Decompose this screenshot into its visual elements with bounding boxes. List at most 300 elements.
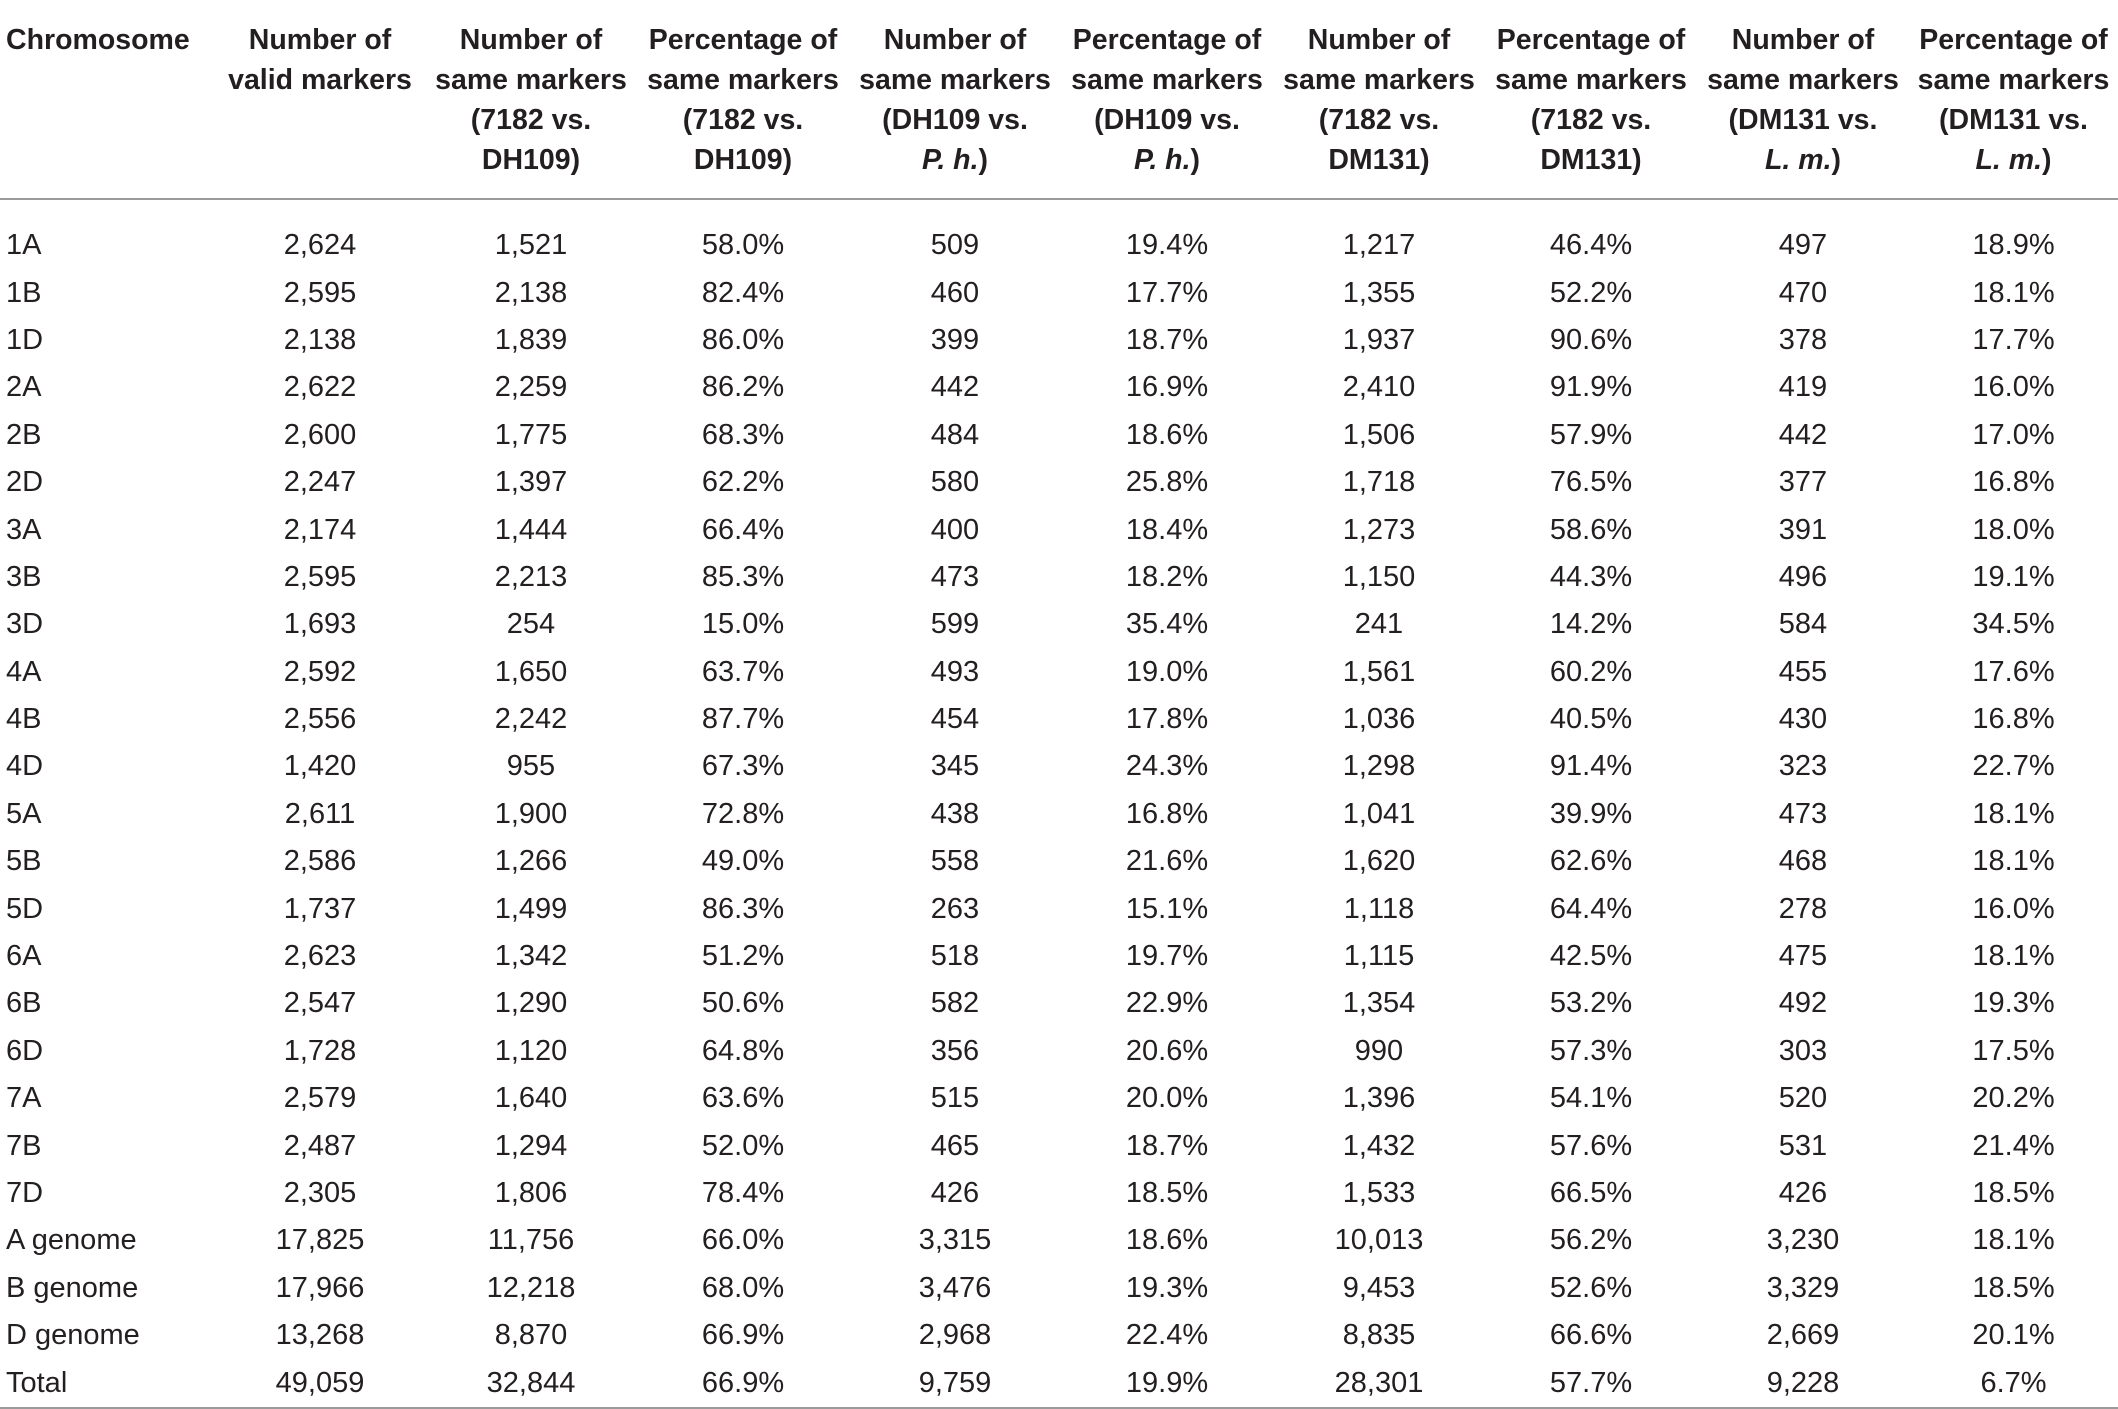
table-cell: 515	[930, 1082, 980, 1115]
table-cell: 49,059	[215, 1359, 425, 1408]
row-label: Total	[0, 1359, 215, 1408]
row-label: 7B	[6, 1129, 42, 1162]
table-cell: 2,487	[283, 1129, 357, 1162]
table-cell: 49.0%	[701, 845, 785, 878]
table-cell: 56.2%	[1549, 1224, 1633, 1257]
table-cell: 2,259	[494, 371, 568, 404]
table-cell: 19.7%	[1125, 940, 1209, 973]
table-cell: 12,218	[486, 1271, 576, 1304]
table-cell: 54.1%	[1549, 1082, 1633, 1115]
table-cell: 460	[930, 276, 980, 309]
table-cell: 475	[1778, 940, 1828, 973]
table-cell: 2,305	[283, 1177, 357, 1209]
table-cell: 465	[930, 1129, 980, 1162]
table-cell: 51.2%	[701, 940, 785, 973]
column-header	[1909, 0, 2118, 199]
table-cell: 2,138	[494, 276, 568, 309]
table-row	[0, 601, 2118, 648]
table-cell: 64.4%	[1549, 892, 1633, 925]
table-cell: 3,230	[1766, 1224, 1840, 1257]
table-cell: 378	[1778, 323, 1828, 356]
table-cell: 67.3%	[701, 750, 785, 783]
header-suffix: )	[2042, 144, 2052, 176]
table-row	[0, 1217, 2118, 1264]
table-row	[0, 269, 2118, 316]
table-cell: 18.5%	[1125, 1177, 1209, 1209]
table-cell: 2,624	[283, 229, 357, 262]
table-cell: 1,396	[1342, 1082, 1416, 1115]
table-cell: 18.5%	[1972, 1271, 2055, 1304]
table-cell: 1,036	[1342, 703, 1416, 736]
table-cell: 399	[930, 323, 980, 356]
table-cell: 492	[1778, 987, 1828, 1020]
header-suffix: )	[1190, 144, 1200, 176]
table-cell: 3,476	[918, 1271, 992, 1304]
table-cell: 20.0%	[1125, 1082, 1209, 1115]
species-abbrev: L. m.	[1764, 144, 1832, 176]
table-cell: 1,693	[283, 608, 357, 641]
table-cell: 493	[930, 655, 980, 688]
table-cell: 76.5%	[1549, 466, 1633, 499]
table-cell: 468	[1778, 845, 1828, 878]
table-cell: 454	[930, 703, 980, 736]
table-cell: 42.5%	[1549, 940, 1633, 973]
table-cell: 91.4%	[1549, 750, 1633, 783]
column-header-line: (7182 vs.	[470, 104, 592, 136]
table-cell: 19.9%	[1061, 1359, 1273, 1408]
table-cell: 15.1%	[1125, 892, 1209, 925]
table-cell: 1,342	[494, 940, 568, 973]
table-cell: 278	[1778, 892, 1828, 925]
table-cell: 20.2%	[1972, 1082, 2055, 1115]
table-cell: 1,499	[494, 892, 568, 925]
table-cell: 52.6%	[1549, 1271, 1633, 1304]
table-cell: 2,213	[494, 560, 568, 593]
table-cell: 518	[930, 940, 980, 973]
column-header-line: (7182 vs.	[1318, 104, 1440, 136]
table-row	[0, 1028, 2118, 1075]
table-cell: 1,937	[1342, 323, 1416, 356]
column-header-line: (7182 vs.	[682, 104, 804, 136]
table-cell: 86.2%	[701, 371, 785, 404]
row-label: 5D	[6, 892, 44, 925]
table-cell: 39.9%	[1549, 797, 1633, 830]
table-cell: 50.6%	[701, 987, 785, 1020]
row-label: D genome	[6, 1319, 140, 1352]
table-cell: 531	[1778, 1129, 1828, 1162]
table-cell: 17,825	[275, 1224, 365, 1257]
column-header-line: Percentage of	[648, 24, 838, 56]
table-cell: 6.7%	[1909, 1359, 2118, 1408]
table-cell: 11,756	[487, 1224, 575, 1257]
row-label: 5B	[6, 845, 42, 878]
table-cell: 18.1%	[1972, 940, 2055, 973]
column-header	[425, 0, 637, 199]
column-header-line: (DH109 vs.	[1094, 104, 1240, 136]
table-cell: 2,669	[1766, 1319, 1840, 1352]
table-cell: 17.8%	[1125, 703, 1209, 736]
column-header-line: DH109)	[481, 144, 581, 176]
row-label: 6B	[6, 987, 42, 1020]
table-cell: 1,120	[494, 1034, 568, 1067]
table-cell: 2,592	[283, 655, 357, 688]
table-cell: 955	[506, 750, 556, 783]
table-cell: 68.3%	[701, 418, 785, 451]
species-abbrev: P. h.	[1134, 144, 1191, 176]
table-cell: 580	[930, 466, 980, 499]
table-cell: 1,728	[283, 1034, 357, 1067]
table-cell: 58.6%	[1549, 513, 1633, 546]
column-header-line: DM131)	[1540, 144, 1642, 176]
table-cell: 66.5%	[1549, 1177, 1633, 1209]
table-cell: 20.1%	[1972, 1319, 2055, 1352]
table-row	[0, 743, 2118, 790]
table-cell: 442	[1778, 418, 1828, 451]
table-row	[0, 1312, 2118, 1359]
table-cell: 24.3%	[1125, 750, 1209, 783]
table-cell: 10,013	[1334, 1224, 1424, 1257]
table-cell: 17.5%	[1972, 1034, 2055, 1067]
table-cell: 62.2%	[701, 466, 785, 499]
table-cell: 599	[930, 608, 980, 641]
table-cell: 9,453	[1342, 1271, 1416, 1304]
table-cell: 2,595	[283, 560, 357, 593]
table-cell: 19.4%	[1125, 229, 1209, 262]
row-label: A genome	[6, 1224, 137, 1257]
table-cell: 1,444	[494, 513, 568, 546]
table-cell: 1,041	[1342, 797, 1416, 830]
table-cell: 2,547	[283, 987, 357, 1020]
row-label: 1B	[6, 276, 42, 309]
table-cell: 442	[930, 371, 980, 404]
table-cell: 2,138	[283, 323, 357, 356]
table-cell: 16.8%	[1972, 703, 2055, 736]
column-header	[1485, 0, 1697, 199]
table-cell: 558	[930, 845, 980, 878]
table-header	[0, 0, 2118, 199]
table-cell: 15.0%	[701, 608, 785, 641]
table-cell: 1,640	[494, 1082, 568, 1115]
column-header-line: DM131)	[1328, 144, 1430, 176]
table-cell: 584	[1778, 608, 1828, 641]
table-cell: 426	[930, 1177, 980, 1209]
table-cell: 470	[1778, 276, 1828, 309]
table-cell: 1,266	[494, 845, 568, 878]
row-label: 3A	[6, 513, 42, 546]
table-cell: 25.8%	[1125, 466, 1209, 499]
table-cell: 990	[1354, 1034, 1404, 1067]
table-cell: 1,737	[283, 892, 357, 925]
table-cell: 57.7%	[1485, 1359, 1697, 1408]
table-cell: 57.3%	[1549, 1034, 1633, 1067]
table-row	[0, 412, 2118, 459]
table-cell: 455	[1778, 655, 1828, 688]
table-row	[0, 933, 2118, 980]
table-cell: 2,242	[494, 703, 568, 736]
table-cell: 2,556	[283, 703, 357, 736]
table-row	[0, 364, 2118, 411]
column-header-line	[1909, 140, 2118, 180]
table-cell: 63.6%	[701, 1082, 785, 1115]
table-cell: 72.8%	[701, 797, 785, 830]
table-cell: 2,410	[1342, 371, 1416, 404]
table-cell: 87.7%	[701, 703, 785, 736]
table-cell: 2,595	[283, 276, 357, 309]
column-header-line: (DM131 vs.	[1728, 104, 1878, 136]
column-header-line: same markers	[647, 64, 839, 96]
column-header-line: Percentage of	[1072, 24, 1262, 56]
table-cell: 1,294	[494, 1129, 568, 1162]
table-cell: 18.1%	[1972, 1224, 2055, 1257]
table-row	[0, 1170, 2118, 1217]
table-cell: 1,533	[1342, 1177, 1416, 1209]
table-cell: 1,561	[1342, 655, 1416, 688]
table-cell: 1,775	[494, 418, 568, 451]
table-cell: 18.4%	[1125, 513, 1209, 546]
table-cell: 16.0%	[1972, 371, 2055, 404]
header-suffix: )	[978, 144, 988, 176]
row-label: 3B	[6, 560, 42, 593]
table-cell: 484	[930, 418, 980, 451]
table-cell: 2,623	[283, 940, 357, 973]
table-cell: 303	[1778, 1034, 1828, 1067]
row-label: 4A	[6, 655, 42, 688]
table-cell: 1,273	[1342, 513, 1416, 546]
table-cell: 18.6%	[1125, 1224, 1209, 1257]
table-cell: 68.0%	[701, 1271, 785, 1304]
table-cell: 40.5%	[1549, 703, 1633, 736]
table-body	[0, 199, 2118, 1408]
table-cell: 57.9%	[1549, 418, 1633, 451]
table-cell: 345	[930, 750, 980, 783]
table-cell: 323	[1778, 750, 1828, 783]
table-cell: 1,900	[494, 797, 568, 830]
table-cell: 1,115	[1343, 940, 1415, 973]
table-row	[0, 1122, 2118, 1169]
table-cell: 60.2%	[1549, 655, 1633, 688]
column-header-line: same markers	[1707, 64, 1899, 96]
species-abbrev: P. h.	[922, 144, 979, 176]
column-header-line: DH109)	[693, 144, 793, 176]
table-cell: 520	[1778, 1082, 1828, 1115]
column-header	[637, 0, 849, 199]
table-cell: 1,290	[494, 987, 568, 1020]
column-header-line	[849, 140, 1061, 180]
table-cell: 400	[930, 513, 980, 546]
species-abbrev: L. m.	[1975, 144, 2042, 176]
table-cell: 18.1%	[1972, 797, 2055, 830]
table-cell: 86.0%	[701, 323, 785, 356]
column-header-line: Percentage of	[1919, 24, 2108, 56]
table-cell: 66.9%	[701, 1319, 785, 1352]
table-cell: 496	[1778, 560, 1828, 593]
table-cell: 19.3%	[1972, 987, 2055, 1020]
table-cell: 66.4%	[701, 513, 785, 546]
table-cell: 17,966	[275, 1271, 365, 1304]
table-row	[0, 885, 2118, 932]
table-cell: 58.0%	[701, 229, 785, 262]
table-cell: 263	[930, 892, 980, 925]
column-header	[1273, 0, 1485, 199]
table-cell: 426	[1778, 1177, 1828, 1209]
table-cell: 1,298	[1342, 750, 1416, 783]
table-cell: 28,301	[1273, 1359, 1485, 1408]
table-row	[0, 1265, 2118, 1312]
table-cell: 2,579	[283, 1082, 357, 1115]
table-cell: 1,650	[494, 655, 568, 688]
table-cell: 18.1%	[1972, 276, 2055, 309]
table-row	[0, 791, 2118, 838]
column-header-line: Percentage of	[1496, 24, 1686, 56]
table-cell: 1,620	[1342, 845, 1416, 878]
table-cell: 18.6%	[1125, 418, 1209, 451]
row-label: 7A	[6, 1082, 42, 1115]
column-header-line: same markers	[859, 64, 1051, 96]
column-header-line	[1697, 140, 1909, 180]
column-header-line: Chromosome	[6, 24, 190, 56]
table-cell: 509	[930, 229, 980, 262]
row-label: 1A	[6, 229, 42, 262]
row-label: 2D	[6, 466, 44, 499]
table-cell: 1,839	[494, 323, 568, 356]
table-cell: 18.2%	[1125, 560, 1209, 593]
table-cell: 21.6%	[1125, 845, 1209, 878]
column-header	[1697, 0, 1909, 199]
row-label: 7D	[6, 1177, 44, 1209]
table-cell: 22.7%	[1972, 750, 2055, 783]
table-cell: 8,870	[494, 1319, 568, 1352]
table-cell: 19.3%	[1125, 1271, 1209, 1304]
table-cell: 34.5%	[1972, 608, 2055, 641]
table-cell: 1,806	[494, 1177, 568, 1209]
table-cell: 16.9%	[1125, 371, 1209, 404]
table-row	[0, 1075, 2118, 1122]
table-cell: 1,217	[1342, 229, 1416, 262]
table-cell: 66.0%	[701, 1224, 785, 1257]
table-cell: 17.7%	[1972, 323, 2055, 356]
table-cell: 52.0%	[701, 1129, 785, 1162]
column-header-line: (DH109 vs.	[882, 104, 1028, 136]
column-header-line: same markers	[1917, 64, 2110, 96]
table-cell: 16.8%	[1125, 797, 1209, 830]
column-header-line: Number of	[1731, 24, 1875, 56]
table-cell: 1,150	[1342, 560, 1416, 593]
row-label: B genome	[6, 1271, 139, 1304]
row-label: 2B	[6, 418, 42, 451]
table-row	[0, 1359, 2118, 1408]
table-cell: 17.6%	[1972, 655, 2055, 688]
row-label: 1D	[6, 323, 44, 356]
table-cell: 18.5%	[1972, 1177, 2055, 1209]
table-cell: 419	[1778, 371, 1828, 404]
table-row	[0, 199, 2118, 269]
table-cell: 582	[930, 987, 980, 1020]
table-cell: 90.6%	[1549, 323, 1633, 356]
table-cell: 1,432	[1342, 1129, 1416, 1162]
table-cell: 52.2%	[1549, 276, 1633, 309]
table-cell: 16.0%	[1972, 892, 2055, 925]
table-cell: 473	[1778, 797, 1828, 830]
table-cell: 1,420	[283, 750, 357, 783]
table-cell: 18.9%	[1972, 229, 2055, 262]
table-cell: 8,835	[1342, 1319, 1416, 1352]
table-cell: 19.1%	[1972, 560, 2055, 593]
table-row	[0, 696, 2118, 743]
table-cell: 57.6%	[1549, 1129, 1633, 1162]
table-cell: 2,600	[283, 418, 357, 451]
table-cell: 32,844	[425, 1359, 637, 1408]
table-cell: 1,506	[1342, 418, 1416, 451]
table-cell: 35.4%	[1125, 608, 1209, 641]
table-cell: 62.6%	[1549, 845, 1633, 878]
table-cell: 2,611	[284, 797, 356, 830]
table-cell: 2,968	[918, 1319, 992, 1352]
header-row	[0, 0, 2118, 199]
table-cell: 9,759	[849, 1359, 1061, 1408]
table-cell: 497	[1778, 229, 1828, 262]
table-cell: 391	[1778, 513, 1828, 546]
table-cell: 356	[930, 1034, 980, 1067]
table-cell: 9,228	[1697, 1359, 1909, 1408]
table-row	[0, 980, 2118, 1027]
column-header	[849, 0, 1061, 199]
table-cell: 2,586	[283, 845, 357, 878]
table-cell: 1,521	[494, 229, 568, 262]
column-header-line: Number of	[883, 24, 1027, 56]
table-cell: 46.4%	[1549, 229, 1633, 262]
table-cell: 22.4%	[1125, 1319, 1209, 1352]
table-cell: 13,268	[275, 1319, 365, 1352]
row-label: 2A	[6, 371, 42, 404]
table-row	[0, 838, 2118, 885]
table-cell: 66.6%	[1549, 1319, 1633, 1352]
table-cell: 20.6%	[1125, 1034, 1209, 1067]
column-header-line: same markers	[1283, 64, 1475, 96]
table-cell: 3,315	[918, 1224, 992, 1257]
table-cell: 2,247	[283, 466, 357, 499]
table-cell: 78.4%	[701, 1177, 785, 1209]
row-label: 5A	[6, 797, 42, 830]
table-cell: 1,397	[494, 466, 568, 499]
table-cell: 16.8%	[1972, 466, 2055, 499]
table-cell: 430	[1778, 703, 1828, 736]
row-label: 4B	[6, 703, 42, 736]
table-row	[0, 459, 2118, 506]
table-row	[0, 554, 2118, 601]
table-cell: 1,354	[1342, 987, 1416, 1020]
table-cell: 18.7%	[1125, 1129, 1209, 1162]
row-label: 6D	[6, 1034, 44, 1067]
table-cell: 473	[930, 560, 980, 593]
table-cell: 254	[506, 608, 556, 641]
header-suffix: )	[1831, 144, 1841, 176]
column-header-line: same markers	[1071, 64, 1263, 96]
table-cell: 2,622	[283, 371, 357, 404]
table-cell: 85.3%	[701, 560, 785, 593]
table-cell: 438	[930, 797, 980, 830]
table-cell: 17.7%	[1125, 276, 1209, 309]
table-cell: 22.9%	[1125, 987, 1209, 1020]
table-cell: 1,118	[1343, 892, 1415, 925]
column-header	[215, 0, 425, 199]
table-cell: 241	[1354, 608, 1404, 641]
table-cell: 82.4%	[701, 276, 785, 309]
column-header	[1061, 0, 1273, 199]
table-cell: 17.0%	[1972, 418, 2055, 451]
column-header-line: Number of	[459, 24, 603, 56]
table-cell: 1,355	[1342, 276, 1416, 309]
table-row	[0, 317, 2118, 364]
